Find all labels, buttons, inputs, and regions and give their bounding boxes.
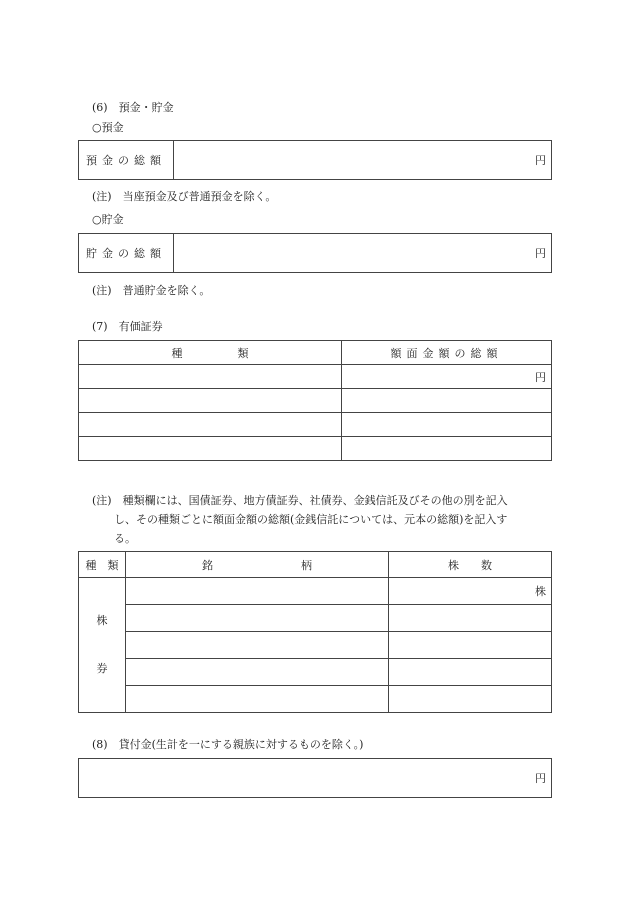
stock-brand-cell[interactable] xyxy=(126,605,389,632)
deposit-table xyxy=(78,140,552,180)
col-type-header: 種 類 xyxy=(79,341,342,365)
section-8-heading: (8) 貸付金(生計を一にする親族に対するものを除く。) xyxy=(92,738,364,751)
stocks-table xyxy=(78,551,552,713)
securities-amount-cell[interactable] xyxy=(342,413,552,437)
securities-type-cell[interactable] xyxy=(79,437,342,461)
stock-shares-cell[interactable] xyxy=(389,605,552,632)
securities-note-line2: し、その種類ごとに額面金額の総額(金銭信託については、元本の総額)を記入す xyxy=(114,513,508,526)
stock-brand-cell[interactable] xyxy=(126,632,389,659)
savings-unit: 円 xyxy=(535,247,546,260)
savings-label: ○貯金 xyxy=(92,213,124,226)
securities-amount-cell[interactable] xyxy=(342,389,552,413)
stock-shares-cell[interactable] xyxy=(389,632,552,659)
securities-type-cell[interactable] xyxy=(79,389,342,413)
stock-col-brand-header: 銘 柄 xyxy=(126,552,389,578)
securities-type-cell[interactable] xyxy=(79,413,342,437)
stock-shares-cell[interactable] xyxy=(389,578,552,605)
section-6-heading: (6) 預金・貯金 xyxy=(92,101,174,114)
stock-type-char-2: 券 xyxy=(96,662,108,675)
securities-amount-cell[interactable] xyxy=(342,365,552,389)
loan-amount-field[interactable] xyxy=(79,759,552,798)
stock-type-cell xyxy=(79,578,126,713)
securities-type-cell[interactable] xyxy=(79,365,342,389)
deposit-amount-field[interactable] xyxy=(174,141,552,180)
stock-unit: 株 xyxy=(535,585,546,598)
securities-table xyxy=(78,340,552,461)
stock-col-shares-header: 株 数 xyxy=(389,552,552,578)
securities-amount-cell[interactable] xyxy=(342,437,552,461)
savings-note: (注) 普通貯金を除く。 xyxy=(92,284,211,297)
deposit-unit: 円 xyxy=(535,154,546,167)
stock-shares-cell[interactable] xyxy=(389,686,552,713)
stock-brand-cell[interactable] xyxy=(126,659,389,686)
deposit-label: ○預金 xyxy=(92,121,124,134)
securities-unit: 円 xyxy=(535,370,546,384)
savings-row-label: 貯金の総額 xyxy=(79,234,174,273)
section-7-heading: (7) 有価証券 xyxy=(92,320,163,333)
savings-table xyxy=(78,233,552,273)
loan-table xyxy=(78,758,552,798)
securities-note-line1: (注) 種類欄には、国債証券、地方債証券、社債券、金銭信託及びその他の別を記入 xyxy=(92,494,508,507)
stock-brand-cell[interactable] xyxy=(126,578,389,605)
col-amount-header: 額面金額の総額 xyxy=(342,341,552,365)
stock-type-char-1: 株 xyxy=(96,614,108,627)
stock-shares-cell[interactable] xyxy=(389,659,552,686)
securities-note-line3: る。 xyxy=(114,532,136,545)
loan-unit: 円 xyxy=(535,772,546,785)
deposit-note: (注) 当座預金及び普通預金を除く。 xyxy=(92,190,277,203)
stock-brand-cell[interactable] xyxy=(126,686,389,713)
stock-col-type-header: 種 類 xyxy=(79,552,126,578)
deposit-row-label: 預金の総額 xyxy=(79,141,174,180)
savings-amount-field[interactable] xyxy=(174,234,552,273)
